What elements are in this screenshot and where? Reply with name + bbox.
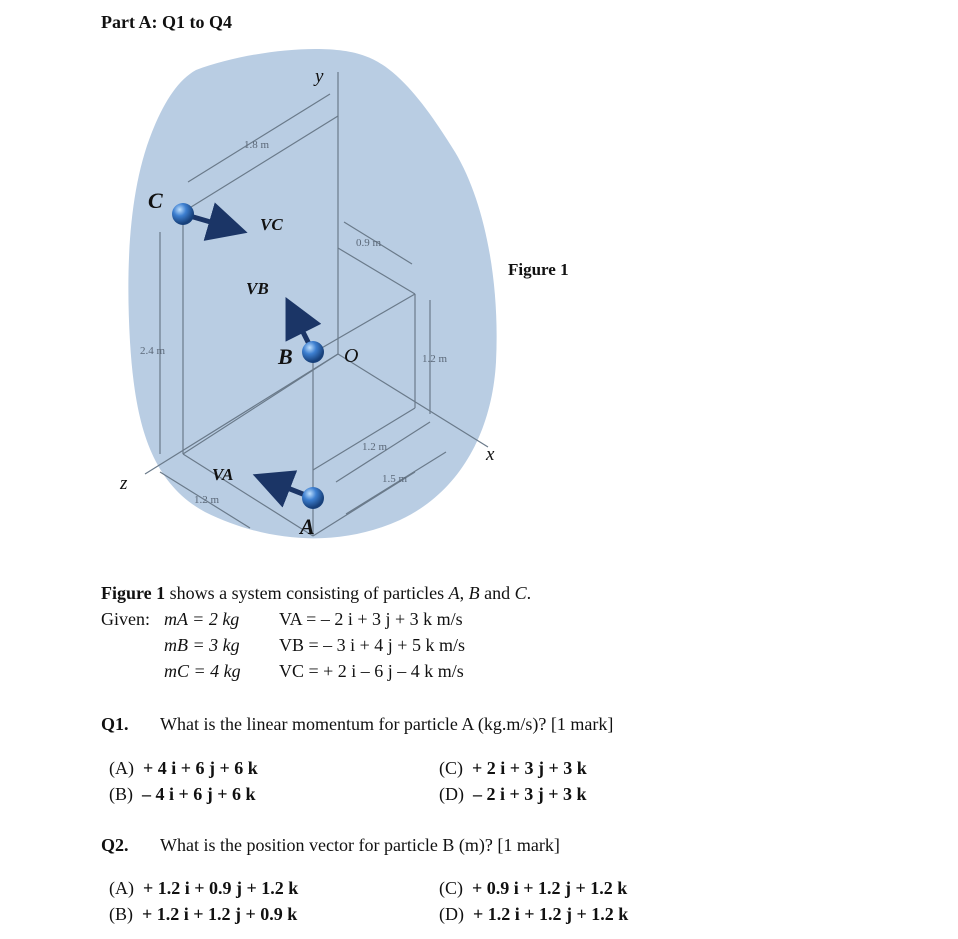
figure-1-diagram (100, 42, 520, 552)
description-particle-b: B (468, 583, 480, 603)
figure-description (101, 583, 531, 604)
description-end: . (526, 583, 532, 603)
dim-floor-inner-label: 1.2 m (362, 441, 388, 453)
section-heading: Part A: Q1 to Q4 (101, 12, 232, 32)
y-axis-label: y (315, 66, 324, 87)
x-axis-label: x (486, 444, 495, 465)
description-particle-a: A (448, 583, 460, 603)
dim-2-4-label: 2.4 m (140, 345, 166, 357)
description-sep-2: and (479, 583, 515, 603)
particle-c-ball (172, 203, 194, 225)
dim-floor-x-label: 1.5 m (382, 473, 408, 485)
question-1-text: What is the linear momentum for particle A (kg.m/s)? [1 mark] (160, 714, 614, 734)
q1-option-d (439, 784, 587, 805)
description-lead: Figure 1 (101, 583, 166, 603)
dim-1-2-right-label: 1.2 m (422, 353, 448, 365)
velocity-b-value: VB = – 3 i + 4 j + 5 k m/s (279, 635, 465, 655)
dim-1-8-label: 1.8 m (244, 139, 270, 151)
particle-a-ball (302, 487, 324, 509)
option-text: + 1.2 i + 0.9 j + 1.2 k (143, 878, 299, 898)
velocity-c-label: VC (260, 215, 283, 234)
option-label: (C) (439, 758, 463, 778)
option-label: (D) (439, 904, 464, 924)
option-label: (A) (109, 878, 134, 898)
option-text: + 0.9 i + 1.2 j + 1.2 k (472, 878, 628, 898)
q1-option-a (109, 758, 258, 779)
q2-option-a (109, 878, 298, 899)
option-label: (B) (109, 784, 133, 804)
mass-b: mB = 3 kg (164, 635, 240, 655)
option-text: – 2 i + 3 j + 3 k (473, 784, 587, 804)
option-text: + 2 i + 3 j + 3 k (472, 758, 587, 778)
velocity-b-label: VB (246, 279, 269, 298)
q2-option-b (109, 904, 297, 925)
question-2-number: Q2. (101, 835, 129, 855)
dim-0-9-label: 0.9 m (356, 237, 382, 249)
particle-b-ball (302, 341, 324, 363)
point-b-label: B (278, 344, 293, 369)
q1-option-b (109, 784, 256, 805)
description-sep-1: , (459, 583, 469, 603)
q2-option-d (439, 904, 628, 925)
question-1-number: Q1. (101, 714, 129, 734)
option-label: (A) (109, 758, 134, 778)
option-label: (B) (109, 904, 133, 924)
q2-option-c (439, 878, 627, 899)
velocity-a-value: VA = – 2 i + 3 j + 3 k m/s (279, 609, 463, 629)
point-a-label: A (300, 514, 315, 539)
given-label: Given: (101, 609, 150, 629)
description-particle-c: C (514, 583, 527, 603)
question-2-text: What is the position vector for particle B (m)? [1 mark] (160, 835, 560, 855)
option-text: – 4 i + 6 j + 6 k (142, 784, 256, 804)
mass-c: mC = 4 kg (164, 661, 241, 681)
figure-caption: Figure 1 (508, 260, 569, 279)
dim-floor-z-label: 1.2 m (194, 494, 220, 506)
mass-a: mA = 2 kg (164, 609, 240, 629)
description-text: shows a system consisting of particles (165, 583, 449, 603)
option-text: + 4 i + 6 j + 6 k (143, 758, 258, 778)
point-c-label: C (148, 188, 163, 213)
option-label: (D) (439, 784, 464, 804)
z-axis-label: z (120, 473, 128, 494)
option-label: (C) (439, 878, 463, 898)
option-text: + 1.2 i + 1.2 j + 0.9 k (142, 904, 298, 924)
origin-label: O (344, 345, 359, 367)
velocity-c-value: VC = + 2 i – 6 j – 4 k m/s (279, 661, 464, 681)
q1-option-c (439, 758, 587, 779)
velocity-a-label: VA (212, 465, 234, 484)
option-text: + 1.2 i + 1.2 j + 1.2 k (473, 904, 629, 924)
